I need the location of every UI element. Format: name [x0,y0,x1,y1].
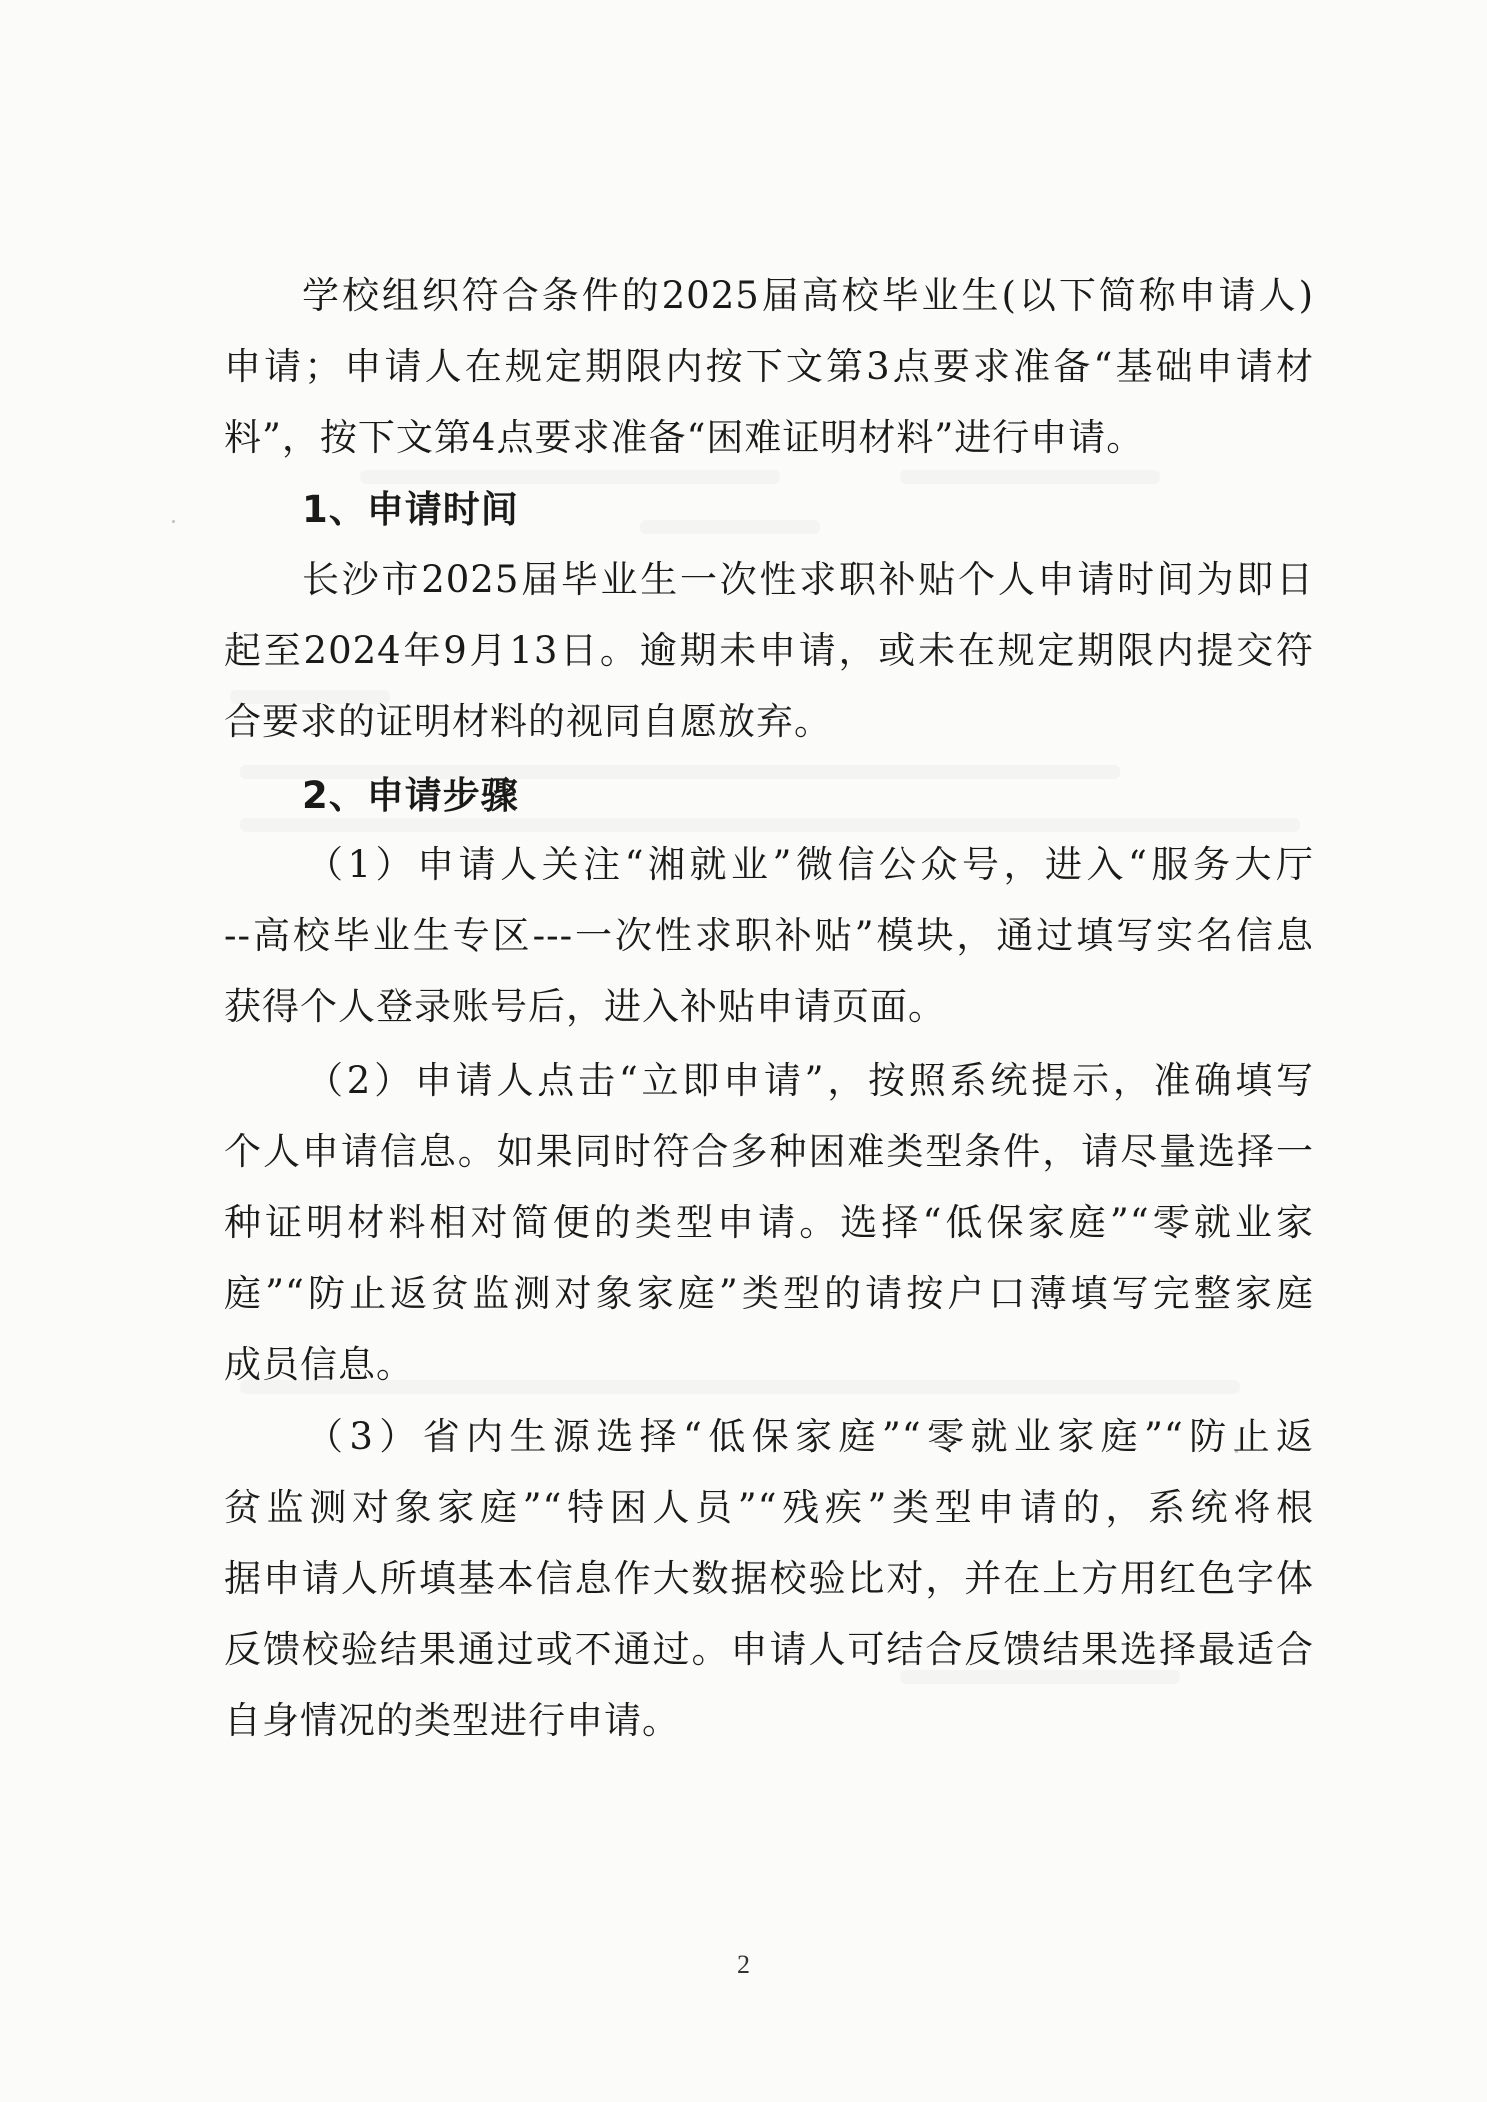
paragraph-line: 自身情况的类型进行申请。 [224,1699,680,1742]
paragraph-line: 学校组织符合条件的2025届高校毕业生(以下简称申请人) [302,274,1314,317]
paragraph-line: 申请；申请人在规定期限内按下文第3点要求准备“基础申请材 [224,345,1314,388]
paragraph-line: 庭”“防止返贫监测对象家庭”类型的请按户口薄填写完整家庭 [224,1272,1314,1315]
scan-show-through [360,470,780,484]
paragraph-line: （3）省内生源选择“低保家庭”“零就业家庭”“防止返 [306,1415,1314,1458]
paragraph-line: 贫监测对象家庭”“特困人员”“残疾”类型申请的，系统将根 [224,1486,1314,1529]
paragraph-line: 反馈校验结果通过或不通过。申请人可结合反馈结果选择最适合 [224,1628,1314,1671]
paragraph-line: （2）申请人点击“立即申请”，按照系统提示，准确填写 [306,1059,1314,1102]
paragraph-line: 长沙市2025届毕业生一次性求职补贴个人申请时间为即日 [302,558,1314,601]
paragraph-line: 据申请人所填基本信息作大数据校验比对，并在上方用红色字体 [224,1557,1314,1600]
paragraph-line: 个人申请信息。如果同时符合多种困难类型条件，请尽量选择一 [224,1130,1314,1173]
paragraph-line: 起至2024年9月13日。逾期未申请，或未在规定期限内提交符 [224,629,1314,672]
paragraph-line: 合要求的证明材料的视同自愿放弃。 [224,700,832,743]
scan-speck [172,520,175,523]
scan-show-through [240,818,1300,832]
section-heading-application-steps: 2、申请步骤 [302,774,519,817]
paragraph-line: 种证明材料相对简便的类型申请。选择“低保家庭”“零就业家 [224,1201,1314,1244]
paragraph-line: 获得个人登录账号后，进入补贴申请页面。 [224,985,946,1028]
paragraph-line: 料”，按下文第4点要求准备“困难证明材料”进行申请。 [224,416,1145,459]
section-heading-application-time: 1、申请时间 [302,488,519,531]
scan-show-through [900,470,1160,484]
paragraph-line: （1）申请人关注“湘就业”微信公众号，进入“服务大厅 [306,843,1314,886]
paragraph-line: --高校毕业生专区---一次性求职补贴”模块，通过填写实名信息 [224,914,1314,957]
page-number: 2 [737,1950,750,1979]
paragraph-line: 成员信息。 [224,1343,414,1386]
